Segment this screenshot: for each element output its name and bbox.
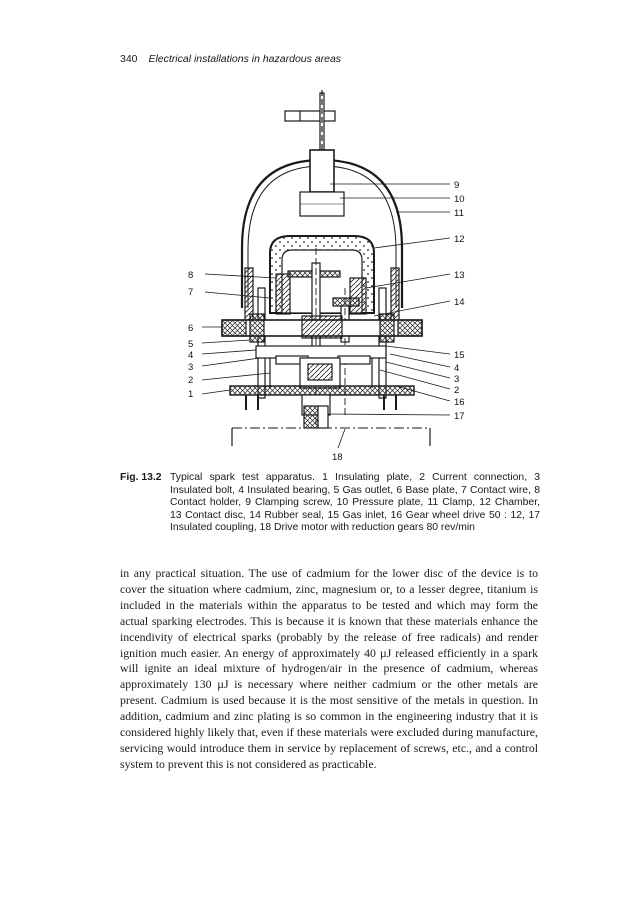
running-title: Electrical installations in hazardous areas [148,53,342,65]
label-2-right: 2 [454,385,460,396]
label-18: 18 [332,452,343,463]
label-8: 8 [188,270,194,281]
caption-label: Fig. 13.2 [120,472,162,483]
caption-text: Typical spark test apparatus. 1 Insulating plate, 2 Current connection, 3 Insulated bolt, 4 Insulated bearing, 5 Gas outlet, 6 Base plate, 7 Contact wire, 8 Contact holder, 9 Clamping screw, 10 Pressure plate, 11 Clamp, 12 Chamber, 13 Contact disc, 14 Rubber seal, 15 Gas inlet, 16 Gear wheel drive 50 : 12, 17 Insulated coupling, 18 Drive motor with reduction gears 80 rev/min [170,472,540,533]
t-handle [285,111,335,121]
label-6: 6 [188,323,194,334]
label-5: 5 [188,339,194,350]
body-paragraph: in any practical situation. The use of cadmium for the lower disc of the device is to cover the situation where cadmium, zinc, magnesium or, to a lesser degree, titanium is included in the materials within the apparatus to be tested and which may form the actual sparking electrodes. This is because it is known that these materials enhance the incendivity of electrical sparks (probably by the release of free radicals) and render ignition much easier. An energy of approximately 40 µJ released efficiently in a spark will ignite an ideal mixture of hydrogen/air in the presence of cadmium, whereas approximately 130 µJ is necessary where neither cadmium or the other metals are present. Cadmium is used because it is the most sensitive of the metals in question. In addition, cadmium and zinc plating is so common in the engineering industry that it is considered highly likely that, even if these materials were excluded during manufacture, servicing would introduce them in service by replacement of screws, etc., and a control system to prevent this is not considered as practicable. [120,566,538,771]
label-16: 16 [454,397,465,408]
page-number: 340 [120,53,138,65]
label-2: 2 [188,375,194,386]
insulating-plate [230,386,414,395]
label-1: 1 [188,389,194,400]
apparatus-diagram [150,88,490,468]
label-12: 12 [454,234,465,245]
running-head [120,53,341,65]
figure-spark-test-apparatus [150,88,490,468]
label-15: 15 [454,350,465,361]
label-14: 14 [454,297,465,308]
figure-caption [120,472,540,535]
apparatus-drawing [222,90,430,448]
labels-left [188,270,193,400]
label-11: 11 [454,208,464,219]
label-4-right: 4 [454,363,460,374]
label-3: 3 [188,362,194,373]
labels-right [454,180,465,422]
label-17: 17 [454,411,465,422]
label-3-right: 3 [454,374,460,385]
label-10: 10 [454,194,465,205]
label-7: 7 [188,287,194,298]
label-13: 13 [454,270,465,281]
label-4: 4 [188,350,194,361]
label-9: 9 [454,180,460,191]
